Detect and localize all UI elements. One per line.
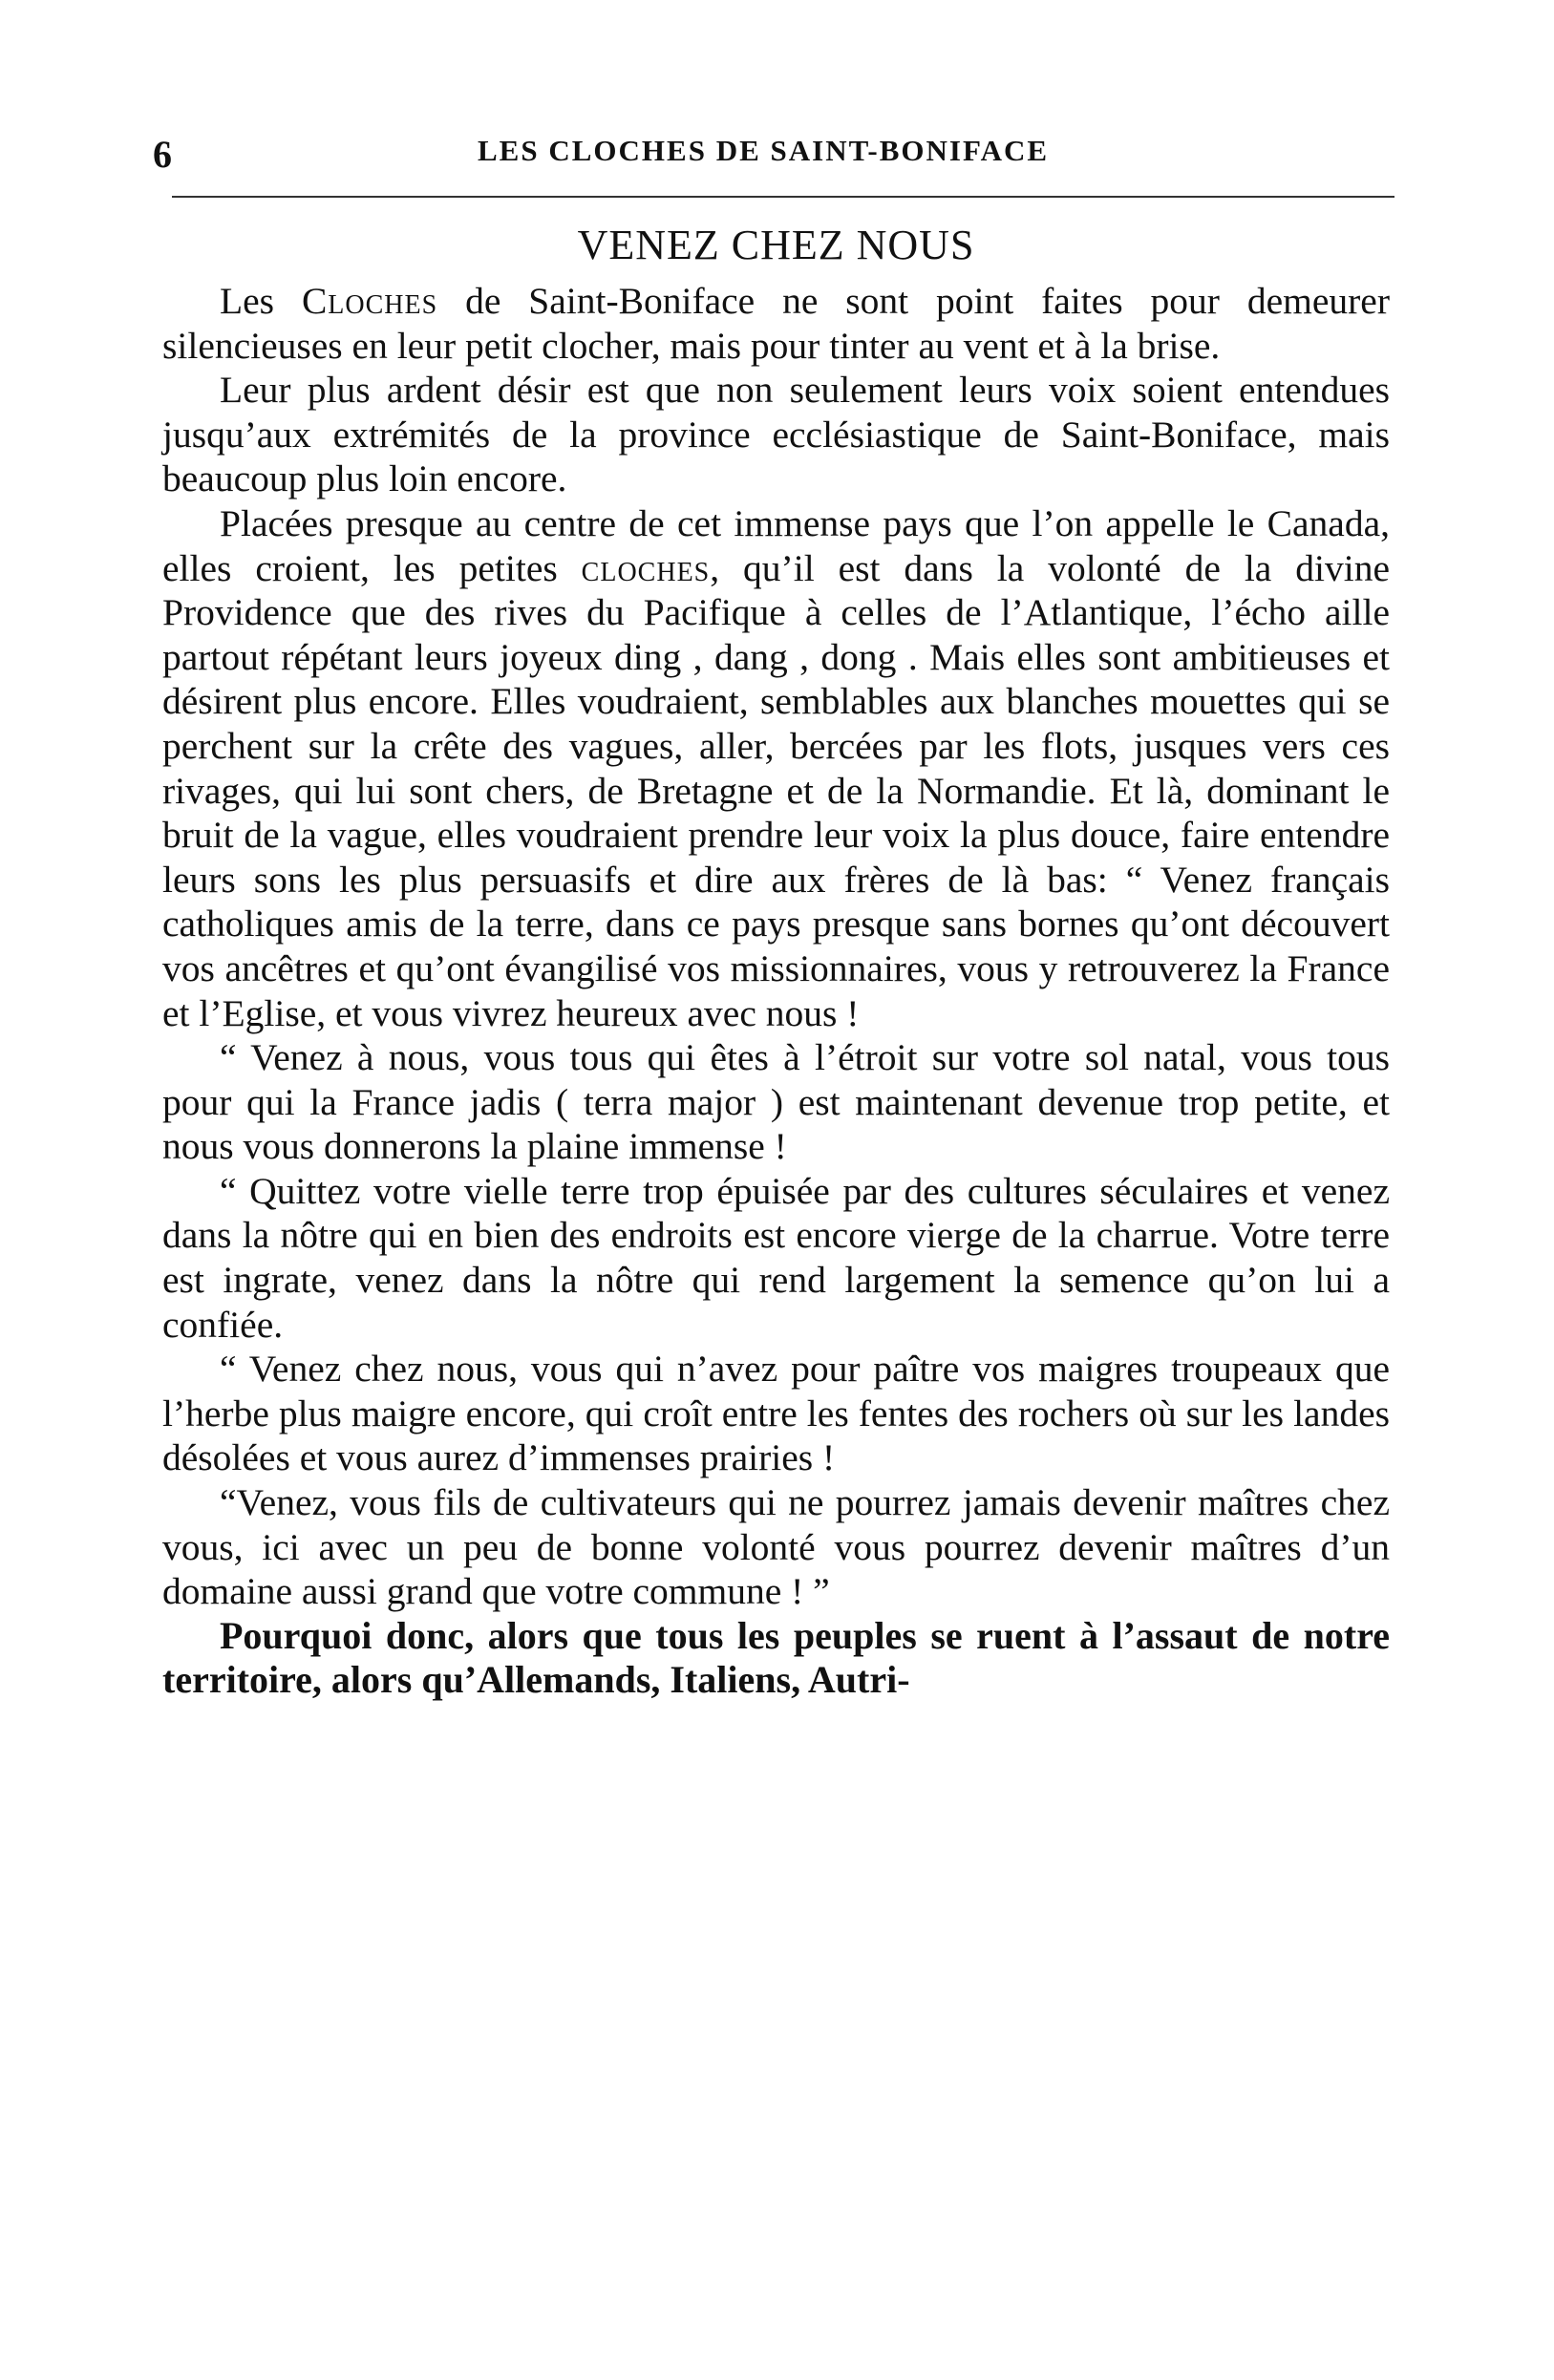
- page-number: 6: [153, 133, 173, 176]
- paragraph-1-small-caps: Cloches: [301, 280, 438, 322]
- running-head: [153, 132, 1394, 180]
- paragraph-4: “ Venez à nous, vous tous qui êtes à l’étroit sur votre sol natal, vous tous pour qui la France jadis ( terra major ) est maintenant devenue trop petite, et nous vous donnerons la plaine immense !: [162, 1036, 1390, 1168]
- article-title: VENEZ CHEZ NOUS: [577, 222, 975, 268]
- paragraph-3-small-caps: cloches: [581, 546, 711, 589]
- running-title: LES CLOCHES DE SAINT-BONIFACE: [478, 134, 1050, 167]
- paragraph-6: “ Venez chez nous, vous qui n’avez pour paître vos maigres troupeaux que l’herbe plus maigre encore, qui croît entre les fentes des rochers où sur les landes désolées et vous aurez d’immenses prairies !: [162, 1348, 1390, 1479]
- paragraph-1-rest: de Saint-Boniface ne sont point faites pour demeurer silencieuses en leur petit clocher, mais pour tinter au vent et à la brise.: [162, 280, 1390, 367]
- paragraph-3: [162, 501, 1390, 1035]
- paragraph-1-lead: Les: [220, 280, 302, 322]
- header-rule: [172, 196, 1394, 198]
- paragraph-3-lead: Placées presque au centre de cet immense pays que l’on appelle le Canada, elles croient, les petites: [162, 501, 1390, 589]
- paragraph-2: Leur plus ardent désir est que non seulement leurs voix soient entendues jusqu’aux extrémités de la province ecclésiastique de Saint-Boniface, mais beaucoup plus loin encore.: [162, 369, 1390, 500]
- article: [162, 218, 1390, 1703]
- paragraph-5: “ Quittez votre vielle terre trop épuisée par des cultures séculaires et venez dans la nôtre qui en bien des endroits est encore vierge de la charrue. Votre terre est ingrate, venez dans la nôtre qui rend largement la semence qu’on lui a confiée.: [162, 1169, 1390, 1346]
- paragraph-1: [162, 279, 1390, 368]
- paragraph-3-rest: , qu’il est dans la volonté de la divine Providence que des rives du Pacifique à celles de l’Atlantique, l’écho aille partout répétant leurs joyeux ding , dang , dong . Mais elles sont ambitieuses et désirent plus encore. Elles voudraient, semblables aux blanches mouettes qui se perchent sur la crête des vagues, aller, bercées par les flots, jusques vers ces rivages, qui lui sont chers, de Bretagne et de la Normandie. Et là, dominant le bruit de la vague, elles voudraient prendre leur voix la plus douce, faire entendre leurs sons les plus persuasifs et dire aux frères de là bas: “ Venez français catholiques amis de la terre, dans ce pays presque sans bornes qu’ont découvert vos ancêtres et qu’ont évangilisé vos missionnaires, vous y retrouverez la France et l’Eglise, et vous vivrez heureux avec nous !: [162, 546, 1391, 1034]
- paragraph-8: Pourquoi donc, alors que tous les peuples se ruent à l’assaut de notre territoire, alors qu’Allemands, Italiens, Autri-: [162, 1613, 1390, 1702]
- paragraph-7: “Venez, vous fils de cultivateurs qui ne pourrez jamais devenir maîtres chez vous, ici avec un peu de bonne volonté vous pourrez devenir maîtres d’un domaine aussi grand que votre commune ! ”: [162, 1481, 1390, 1613]
